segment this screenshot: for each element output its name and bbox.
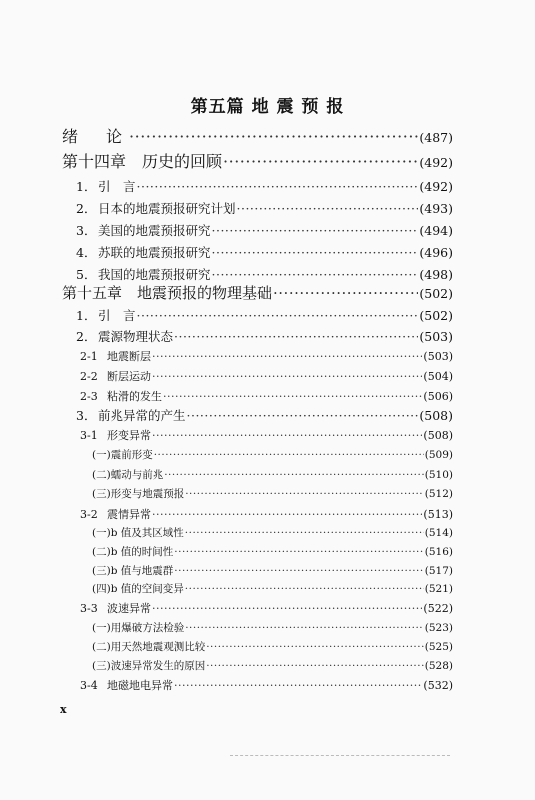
toc-page: (506)	[423, 390, 453, 403]
toc-number: 2．	[76, 201, 97, 216]
leader-dots	[152, 351, 422, 362]
toc-label: 苏联的地震预报研究	[98, 245, 211, 260]
toc-entry[interactable]	[92, 450, 453, 461]
toc-label: (三)形变与地震预报	[92, 488, 185, 500]
toc-page: (496)	[419, 245, 453, 260]
leader-dots	[152, 371, 422, 382]
toc-page: (503)	[423, 350, 453, 363]
toc-page: (492)	[419, 179, 453, 194]
toc-entry[interactable]	[92, 584, 453, 595]
toc-entry[interactable]	[80, 680, 453, 691]
toc-number: 3．	[76, 408, 97, 423]
toc-entry[interactable]	[92, 661, 453, 672]
toc-entry[interactable]	[92, 470, 453, 481]
toc-label: (二)蠕动与前兆	[92, 469, 164, 481]
toc-entry[interactable]	[76, 331, 453, 344]
toc-page: (525)	[424, 641, 453, 653]
toc-label: (一)b 值及其区域性	[92, 527, 184, 539]
section-title: 第五篇 地 震 预 报	[190, 97, 345, 117]
toc-entry[interactable]	[92, 642, 453, 653]
toc-label: (三)b 值与地震群	[92, 565, 174, 577]
toc-page: (508)	[423, 429, 453, 442]
leader-dots	[137, 310, 419, 323]
toc-number: 2．	[76, 329, 97, 344]
toc-number: 2-3	[80, 390, 98, 403]
toc-entry[interactable]	[92, 489, 453, 500]
toc-label: (四)b 值的空间变异	[92, 583, 184, 595]
toc-label: (二)用天然地震观测比较	[92, 641, 206, 653]
toc-page: (523)	[424, 622, 453, 634]
toc-entry[interactable]	[62, 154, 453, 170]
toc-number: 1．	[76, 179, 97, 194]
toc-page: (498)	[419, 267, 453, 282]
toc-entry[interactable]	[92, 566, 453, 577]
leader-dots	[187, 410, 419, 423]
toc-page: (493)	[419, 201, 453, 216]
leader-dots	[152, 603, 422, 614]
leader-dots	[206, 661, 424, 672]
toc-entry[interactable]	[80, 371, 453, 382]
toc-entry[interactable]	[62, 129, 453, 145]
leader-dots	[174, 566, 424, 577]
leader-dots	[223, 154, 418, 170]
toc-label: 地震断层	[107, 350, 151, 363]
toc-entry[interactable]	[92, 623, 453, 634]
page-number-roman: x	[60, 703, 67, 716]
toc-page: (513)	[423, 508, 453, 521]
toc-label: 美国的地震预报研究	[98, 223, 211, 238]
leader-dots	[212, 269, 419, 282]
toc-page: (487)	[419, 130, 453, 145]
scan-artifact-line	[230, 755, 450, 756]
leader-dots	[185, 528, 424, 539]
toc-number: 3-1	[80, 429, 98, 442]
leader-dots	[163, 391, 422, 402]
toc-label: 日本的地震预报研究计划	[98, 201, 236, 216]
toc-page: (492)	[419, 155, 453, 170]
toc-page: (521)	[424, 583, 453, 595]
toc-entry[interactable]	[80, 391, 453, 402]
toc-label: (三)波速异常发生的原因	[92, 660, 206, 672]
toc-page: (516)	[424, 546, 453, 558]
toc-page: (509)	[424, 449, 453, 461]
toc-label: (一)用爆破方法检验	[92, 622, 185, 634]
toc-label: 引 言	[98, 308, 136, 323]
leader-dots	[237, 203, 419, 216]
toc-label: 第十四章 历史的回顾	[62, 152, 223, 171]
leader-dots	[212, 247, 419, 260]
leader-dots	[174, 680, 422, 691]
toc-label: 地磁地电异常	[107, 679, 173, 692]
leader-dots	[164, 470, 424, 481]
toc-label: 第十五章 地震预报的物理基础	[62, 284, 273, 302]
toc-number: 3-4	[80, 679, 98, 692]
toc-page: (503)	[419, 329, 453, 344]
toc-entry[interactable]	[92, 547, 453, 558]
toc-number: 3-3	[80, 602, 98, 615]
toc-page: (532)	[423, 679, 453, 692]
toc-entry[interactable]	[76, 181, 453, 194]
toc-entry[interactable]	[80, 430, 453, 441]
toc-entry[interactable]	[76, 225, 453, 238]
leader-dots	[185, 489, 424, 500]
toc-label: 震情异常	[107, 508, 151, 521]
toc-label: (一)震前形变	[92, 449, 153, 461]
toc-entry[interactable]	[76, 410, 453, 423]
leader-dots	[185, 623, 424, 634]
toc-entry[interactable]	[62, 286, 453, 301]
toc-page: (494)	[419, 223, 453, 238]
toc-number: 3-2	[80, 508, 98, 521]
leader-dots	[137, 181, 419, 194]
leader-dots	[206, 642, 424, 653]
toc-page: (528)	[424, 660, 453, 672]
toc-page: (502)	[419, 286, 453, 301]
leader-dots	[152, 430, 422, 441]
toc-page: (522)	[423, 602, 453, 615]
toc-entry[interactable]	[80, 603, 453, 614]
toc-label: 断层运动	[107, 370, 151, 383]
toc-page: (508)	[419, 408, 453, 423]
toc-label: 粘滑的发生	[107, 390, 162, 403]
leader-dots	[154, 450, 424, 461]
leader-dots	[174, 331, 418, 344]
toc-number: 2-1	[80, 350, 98, 363]
toc-label: 绪 论	[62, 127, 129, 146]
toc-page: (502)	[419, 308, 453, 323]
toc-page: (517)	[424, 565, 453, 577]
toc-label: 我国的地震预报研究	[98, 267, 211, 282]
toc-page: (510)	[424, 469, 453, 481]
toc-entry[interactable]	[80, 351, 453, 362]
toc-entry[interactable]	[76, 203, 453, 216]
toc-page: (512)	[424, 488, 453, 500]
leader-dots	[273, 286, 418, 301]
toc-label: 波速异常	[107, 602, 151, 615]
toc-entry[interactable]	[76, 247, 453, 260]
toc-number: 3．	[76, 223, 97, 238]
toc-entry[interactable]	[76, 269, 453, 282]
toc-label: 引 言	[98, 179, 136, 194]
toc-label: 前兆异常的产生	[98, 408, 186, 423]
toc-number: 2-2	[80, 370, 98, 383]
leader-dots	[212, 225, 419, 238]
leader-dots	[152, 509, 422, 520]
toc-label: 形变异常	[107, 429, 151, 442]
leader-dots	[185, 584, 424, 595]
toc-entry[interactable]	[76, 310, 453, 323]
toc-number: 4．	[76, 245, 97, 260]
toc-label: 震源物理状态	[98, 329, 174, 344]
leader-dots	[129, 129, 418, 145]
toc-number: 1．	[76, 308, 97, 323]
leader-dots	[174, 547, 424, 558]
toc-entry[interactable]	[92, 528, 453, 539]
toc-number: 5．	[76, 267, 97, 282]
toc-page: (504)	[423, 370, 453, 383]
toc-entry[interactable]	[80, 509, 453, 520]
toc-label: (二)b 值的时间性	[92, 546, 174, 558]
toc-page: (514)	[424, 527, 453, 539]
